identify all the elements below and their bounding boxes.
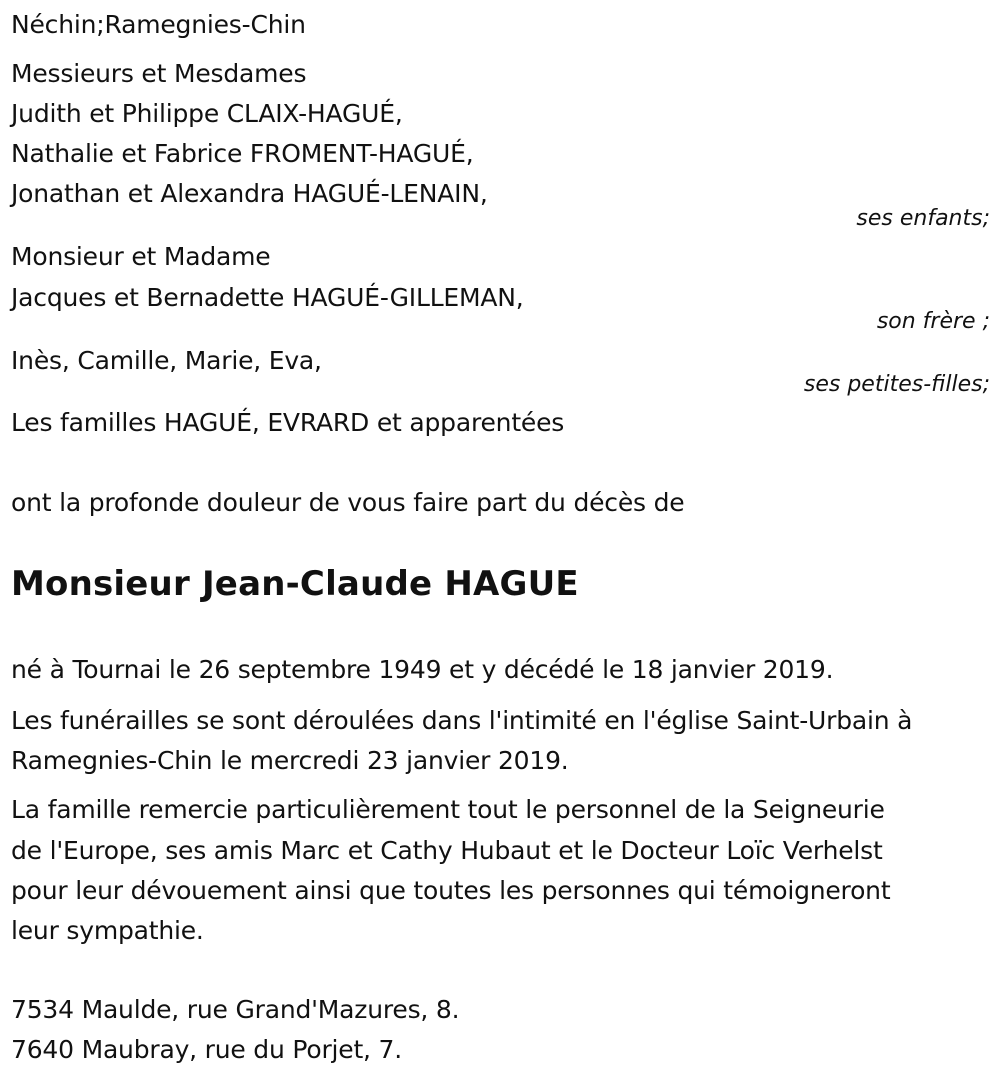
thanks-line-4: leur sympathie. <box>11 916 204 945</box>
grandchildren-relation: ses petites-filles; <box>803 372 990 397</box>
deceased-name: Monsieur Jean-Claude HAGUE <box>11 564 579 604</box>
birth-death-line: né à Tournai le 26 septembre 1949 et y décédé le 18 janvier 2019. <box>11 655 834 684</box>
announcement: ont la profonde douleur de vous faire part du décès de <box>11 488 685 517</box>
brother-relation: son frère ; <box>876 309 990 334</box>
brother-intro: Monsieur et Madame <box>11 242 271 271</box>
child-line-2: Nathalie et Fabrice FROMENT-HAGUÉ, <box>11 139 474 168</box>
thanks-line-3: pour leur dévouement ainsi que toutes les personnes qui témoigneront <box>11 876 891 905</box>
children-relation: ses enfants; <box>856 206 990 231</box>
thanks-line-2: de l'Europe, ses amis Marc et Cathy Hubaut et le Docteur Loïc Verhelst <box>11 836 883 865</box>
grandchildren-line: Inès, Camille, Marie, Eva, <box>11 346 322 375</box>
brother-line: Jacques et Bernadette HAGUÉ-GILLEMAN, <box>11 283 524 312</box>
location-header: Néchin;Ramegnies-Chin <box>11 10 306 39</box>
address-line-1: 7534 Maulde, rue Grand'Mazures, 8. <box>11 995 460 1024</box>
child-line-3: Jonathan et Alexandra HAGUÉ-LENAIN, <box>11 179 488 208</box>
funeral-line-1: Les funérailles se sont déroulées dans l'intimité en l'église Saint-Urbain à <box>11 706 913 735</box>
funeral-line-2: Ramegnies-Chin le mercredi 23 janvier 2019. <box>11 746 569 775</box>
child-line-1: Judith et Philippe CLAIX-HAGUÉ, <box>11 99 403 128</box>
families-line: Les familles HAGUÉ, EVRARD et apparentées <box>11 408 565 437</box>
thanks-line-1: La famille remercie particulièrement tout le personnel de la Seigneurie <box>11 795 885 824</box>
address-line-2: 7640 Maubray, rue du Porjet, 7. <box>11 1035 403 1064</box>
children-intro: Messieurs et Mesdames <box>11 59 307 88</box>
